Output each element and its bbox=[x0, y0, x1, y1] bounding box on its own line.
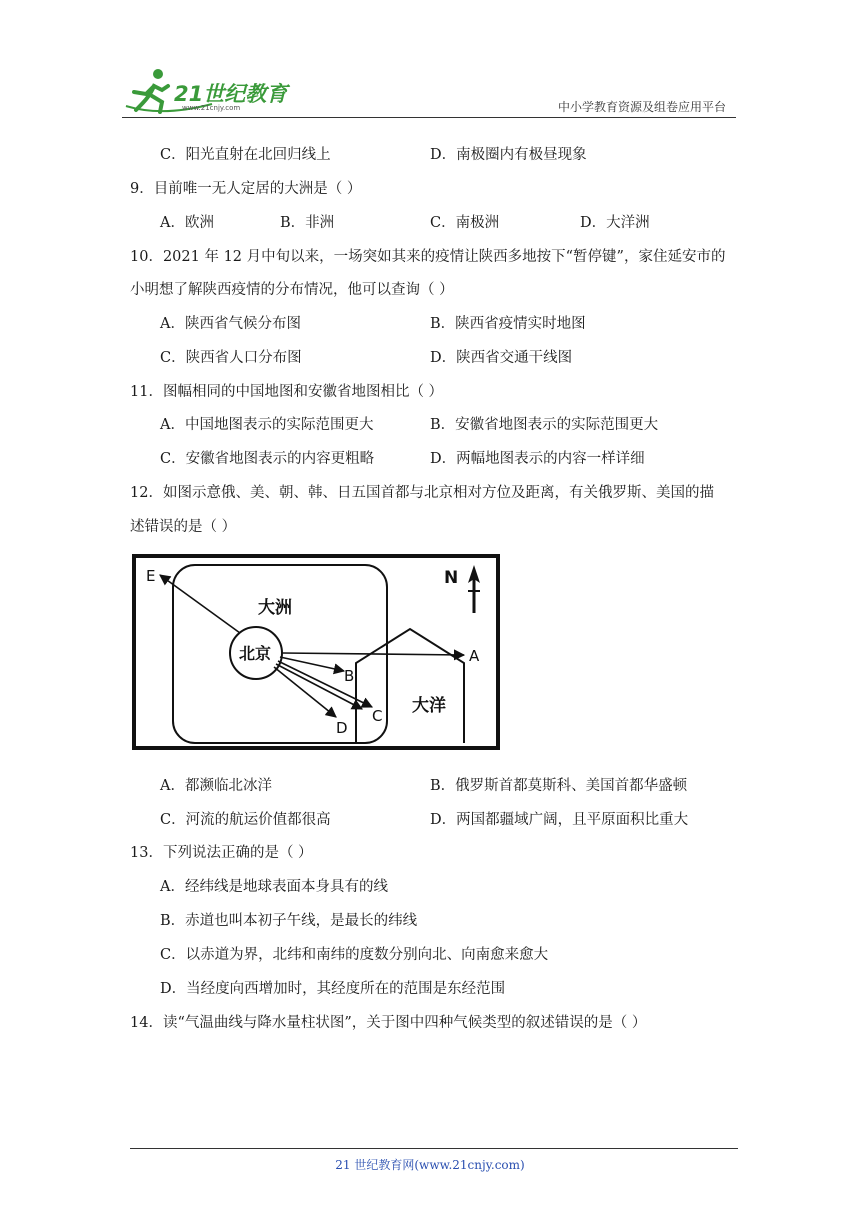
q12-option-c: C．河流的航运价值都很高 bbox=[160, 812, 331, 828]
logo-subtext: www.21cnjy.com bbox=[182, 104, 241, 112]
arrow-to-c bbox=[278, 661, 372, 707]
arrow-to-a bbox=[282, 653, 464, 655]
q14-stem: 14．读“气温曲线与降水量柱状图”，关于图中四种气候类型的叙述错误的是（ ） bbox=[130, 1015, 647, 1031]
north-arrow-icon bbox=[468, 565, 480, 613]
q12-stem-line2: 述错误的是（ ） bbox=[130, 519, 237, 535]
q10-stem-line2: 小明想了解陕西疫情的分布情况，他可以查询（ ） bbox=[130, 282, 454, 298]
q13-option-d: D．当经度向西增加时，其经度所在的范围是东经范围 bbox=[160, 981, 506, 997]
arrow-to-b bbox=[280, 657, 344, 671]
q9-option-d: D．大洋洲 bbox=[580, 215, 650, 231]
logo-text: 21世纪教育 bbox=[174, 82, 288, 106]
label-ocean: 大洋 bbox=[412, 696, 446, 716]
q13-stem: 13．下列说法正确的是（ ） bbox=[130, 845, 313, 861]
q12-option-d: D．两国都疆域广阔，且平原面积比重大 bbox=[430, 812, 689, 828]
q11-option-d: D．两幅地图表示的内容一样详细 bbox=[430, 451, 645, 467]
q11-stem: 11．图幅相同的中国地图和安徽省地图相比（ ） bbox=[130, 384, 444, 400]
q9-stem: 9．目前唯一无人定居的大洲是（ ） bbox=[130, 181, 362, 197]
label-a: A bbox=[469, 647, 480, 665]
q8-option-d: D．南极圈内有极昼现象 bbox=[430, 147, 587, 163]
site-logo bbox=[122, 66, 292, 116]
q8-option-c: C．阳光直射在北回归线上 bbox=[160, 147, 331, 163]
q11-option-c: C．安徽省地图表示的内容更粗略 bbox=[160, 451, 375, 467]
q9-option-a: A．欧洲 bbox=[160, 215, 214, 231]
q13-option-a: A．经纬线是地球表面本身具有的线 bbox=[160, 879, 388, 895]
q12-option-b: B．俄罗斯首都莫斯科、美国首都华盛顿 bbox=[430, 778, 688, 794]
q9-option-c: C．南极洲 bbox=[430, 215, 500, 231]
capital-direction-figure bbox=[130, 551, 502, 751]
q12-stem: 12．如图示意俄、美、朝、韩、日五国首都与北京相对方位及距离，有关俄罗斯、美国的描 bbox=[130, 485, 714, 501]
label-d: D bbox=[336, 719, 348, 737]
platform-name: 中小学教育资源及组卷应用平台 bbox=[557, 100, 726, 114]
q13-option-c: C．以赤道为界，北纬和南纬的度数分别向北、向南愈来愈大 bbox=[160, 947, 549, 963]
q9-option-b: B．非洲 bbox=[280, 215, 335, 231]
label-continent: 大洲 bbox=[258, 598, 292, 618]
label-e: E bbox=[146, 567, 156, 585]
q10-stem: 10．2021 年 12 月中旬以来，一场突如其来的疫情让陕西多地按下“暂停键”，家住延安市的 bbox=[130, 249, 726, 265]
q11-option-a: A．中国地图表示的实际范围更大 bbox=[160, 417, 374, 433]
arrow-to-e bbox=[160, 575, 240, 633]
label-c: C bbox=[372, 707, 383, 725]
footer-link[interactable]: 21 世纪教育网(www.21cnjy.com) bbox=[335, 1158, 525, 1172]
label-beijing: 北京 bbox=[239, 644, 272, 663]
ocean-outline bbox=[356, 629, 464, 743]
q10-option-d: D．陕西省交通干线图 bbox=[430, 350, 573, 366]
q10-option-c: C．陕西省人口分布图 bbox=[160, 350, 302, 366]
q13-option-b: B．赤道也叫本初子午线，是最长的纬线 bbox=[160, 913, 418, 929]
label-north: N bbox=[444, 568, 459, 588]
q11-option-b: B．安徽省地图表示的实际范围更大 bbox=[430, 417, 659, 433]
q12-option-a: A．都濒临北冰洋 bbox=[160, 778, 272, 794]
header-divider bbox=[122, 117, 736, 118]
footer-divider bbox=[130, 1148, 738, 1149]
q10-option-b: B．陕西省疫情实时地图 bbox=[430, 316, 586, 332]
label-b: B bbox=[344, 667, 355, 685]
q10-option-a: A．陕西省气候分布图 bbox=[160, 316, 301, 332]
